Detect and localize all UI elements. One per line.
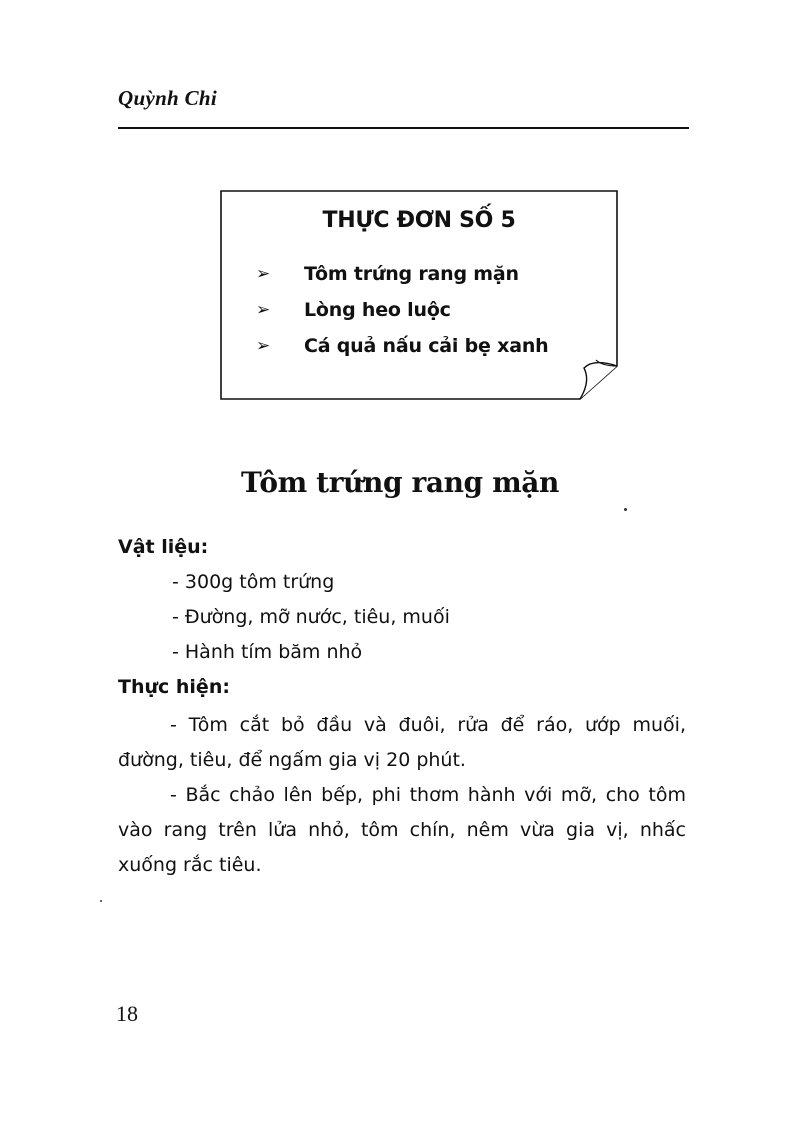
arrow-bullet-icon: ➢ [256,300,271,320]
header-rule [118,127,689,129]
ingredients-heading: Vật liệu: [118,536,209,558]
page-number: 18 [116,1001,138,1026]
menu-list [256,256,548,364]
ingredient-item: - Đường, mỡ nước, tiêu, muối [172,606,450,628]
menu-card [220,190,618,400]
print-speck [100,900,102,902]
steps-body [118,708,686,883]
step-paragraph: - Bắc chảo lên bếp, phi thơm hành với mỡ, cho tôm vào rang trên lửa nhỏ, tôm chín, nêm vừa gia vị, nhấc xuống rắc tiêu. [118,784,686,876]
arrow-bullet-icon: ➢ [256,264,271,284]
arrow-bullet-icon: ➢ [256,336,271,356]
step-paragraph: - Tôm cắt bỏ đầu và đuôi, rửa để ráo, ướp muối, đường, tiêu, để ngấm gia vị 20 phút. [118,714,686,771]
ingredient-item: - 300g tôm trứng [172,571,335,593]
ingredient-item: - Hành tím băm nhỏ [172,641,363,663]
print-speck [624,508,627,511]
running-header-author: Quỳnh Chi [118,86,217,110]
menu-title: THỰC ĐƠN SỐ 5 [322,208,516,233]
steps-heading: Thực hiện: [118,676,230,698]
recipe-title: Tôm trứng rang mặn [241,466,559,499]
menu-item-label: Tôm trứng rang mặn [304,263,519,285]
menu-item-label: Lòng heo luộc [304,299,451,321]
menu-item [256,292,548,328]
menu-item-label: Cá quả nấu cải bẹ xanh [304,335,549,357]
menu-item [256,328,548,364]
menu-item [256,256,548,292]
